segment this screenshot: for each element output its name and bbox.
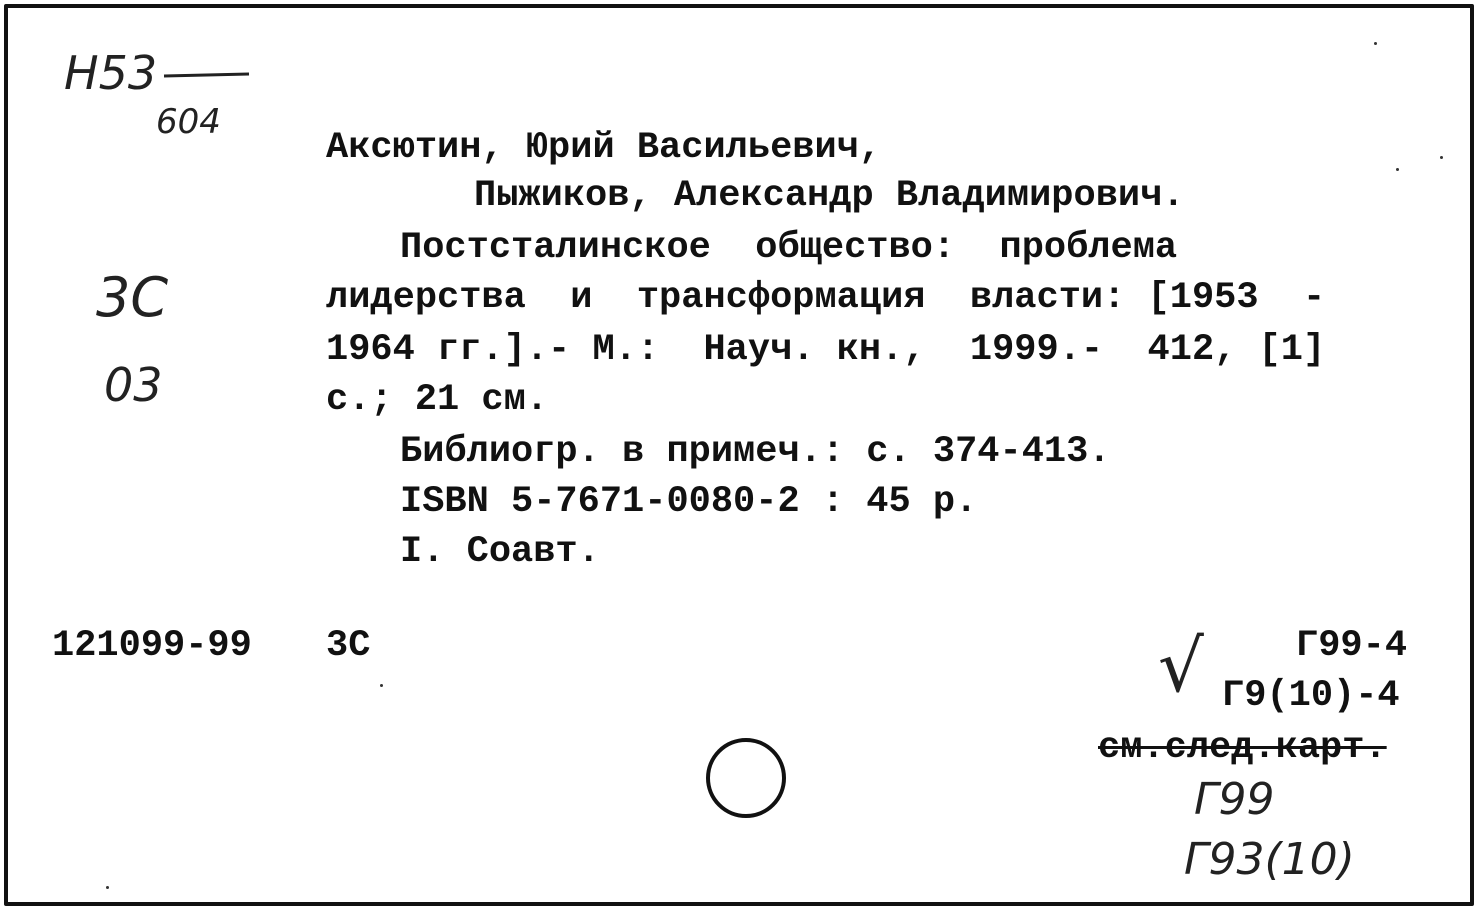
title-line-3: 1964 гг.].- М.: Науч. кн., 1999.- 412, [1] [326,329,1326,371]
author-line: Аксютин, Юрий Васильевич, [326,127,882,169]
title-line-4: с.; 21 см. [326,379,549,421]
checkmark-icon: √ [1158,624,1204,708]
shelfmark-line1: Н53 [64,46,158,100]
classification-2: Г9(10)-4 [1222,675,1400,717]
catalog-card [4,4,1474,906]
classification-hand-line2: Г93(10) [1184,834,1355,885]
scan-speck [1374,42,1377,45]
classification-handwritten [1184,774,1424,904]
scan-speck [106,886,109,889]
title-line-1: Постсталинское общество: проблема [400,227,1178,269]
shelfmark-line2: 604 [156,102,221,142]
subject-code-line2: 03 [104,358,163,412]
note-bibliography: Библиогр. в примеч.: с. 374-413. [400,431,1111,473]
coauthor-line: Пыжиков, Александр Владимирович. [474,175,1185,217]
punch-hole-icon [700,732,800,832]
scan-speck [1396,168,1399,171]
title-line-2: лидерства и трансформация власти: [1953 - [326,277,1326,319]
classification-hand-line1: Г99 [1194,774,1275,825]
subject-code-typed: 3С [326,625,371,667]
shelfmark-handwritten [64,46,264,156]
note-isbn: ISBN 5-7671-0080-2 : 45 р. [400,481,978,523]
subject-code-handwritten [96,266,246,426]
scan-speck [380,684,383,687]
classification-1: Г99-4 [1296,625,1408,667]
scan-speck [1440,156,1443,159]
note-coauthor: I. Соавт. [400,531,600,573]
card-number: 121099-99 [52,625,252,667]
continued-note: см.след.карт. [1098,727,1387,769]
subject-code-line1: 3С [96,266,169,329]
